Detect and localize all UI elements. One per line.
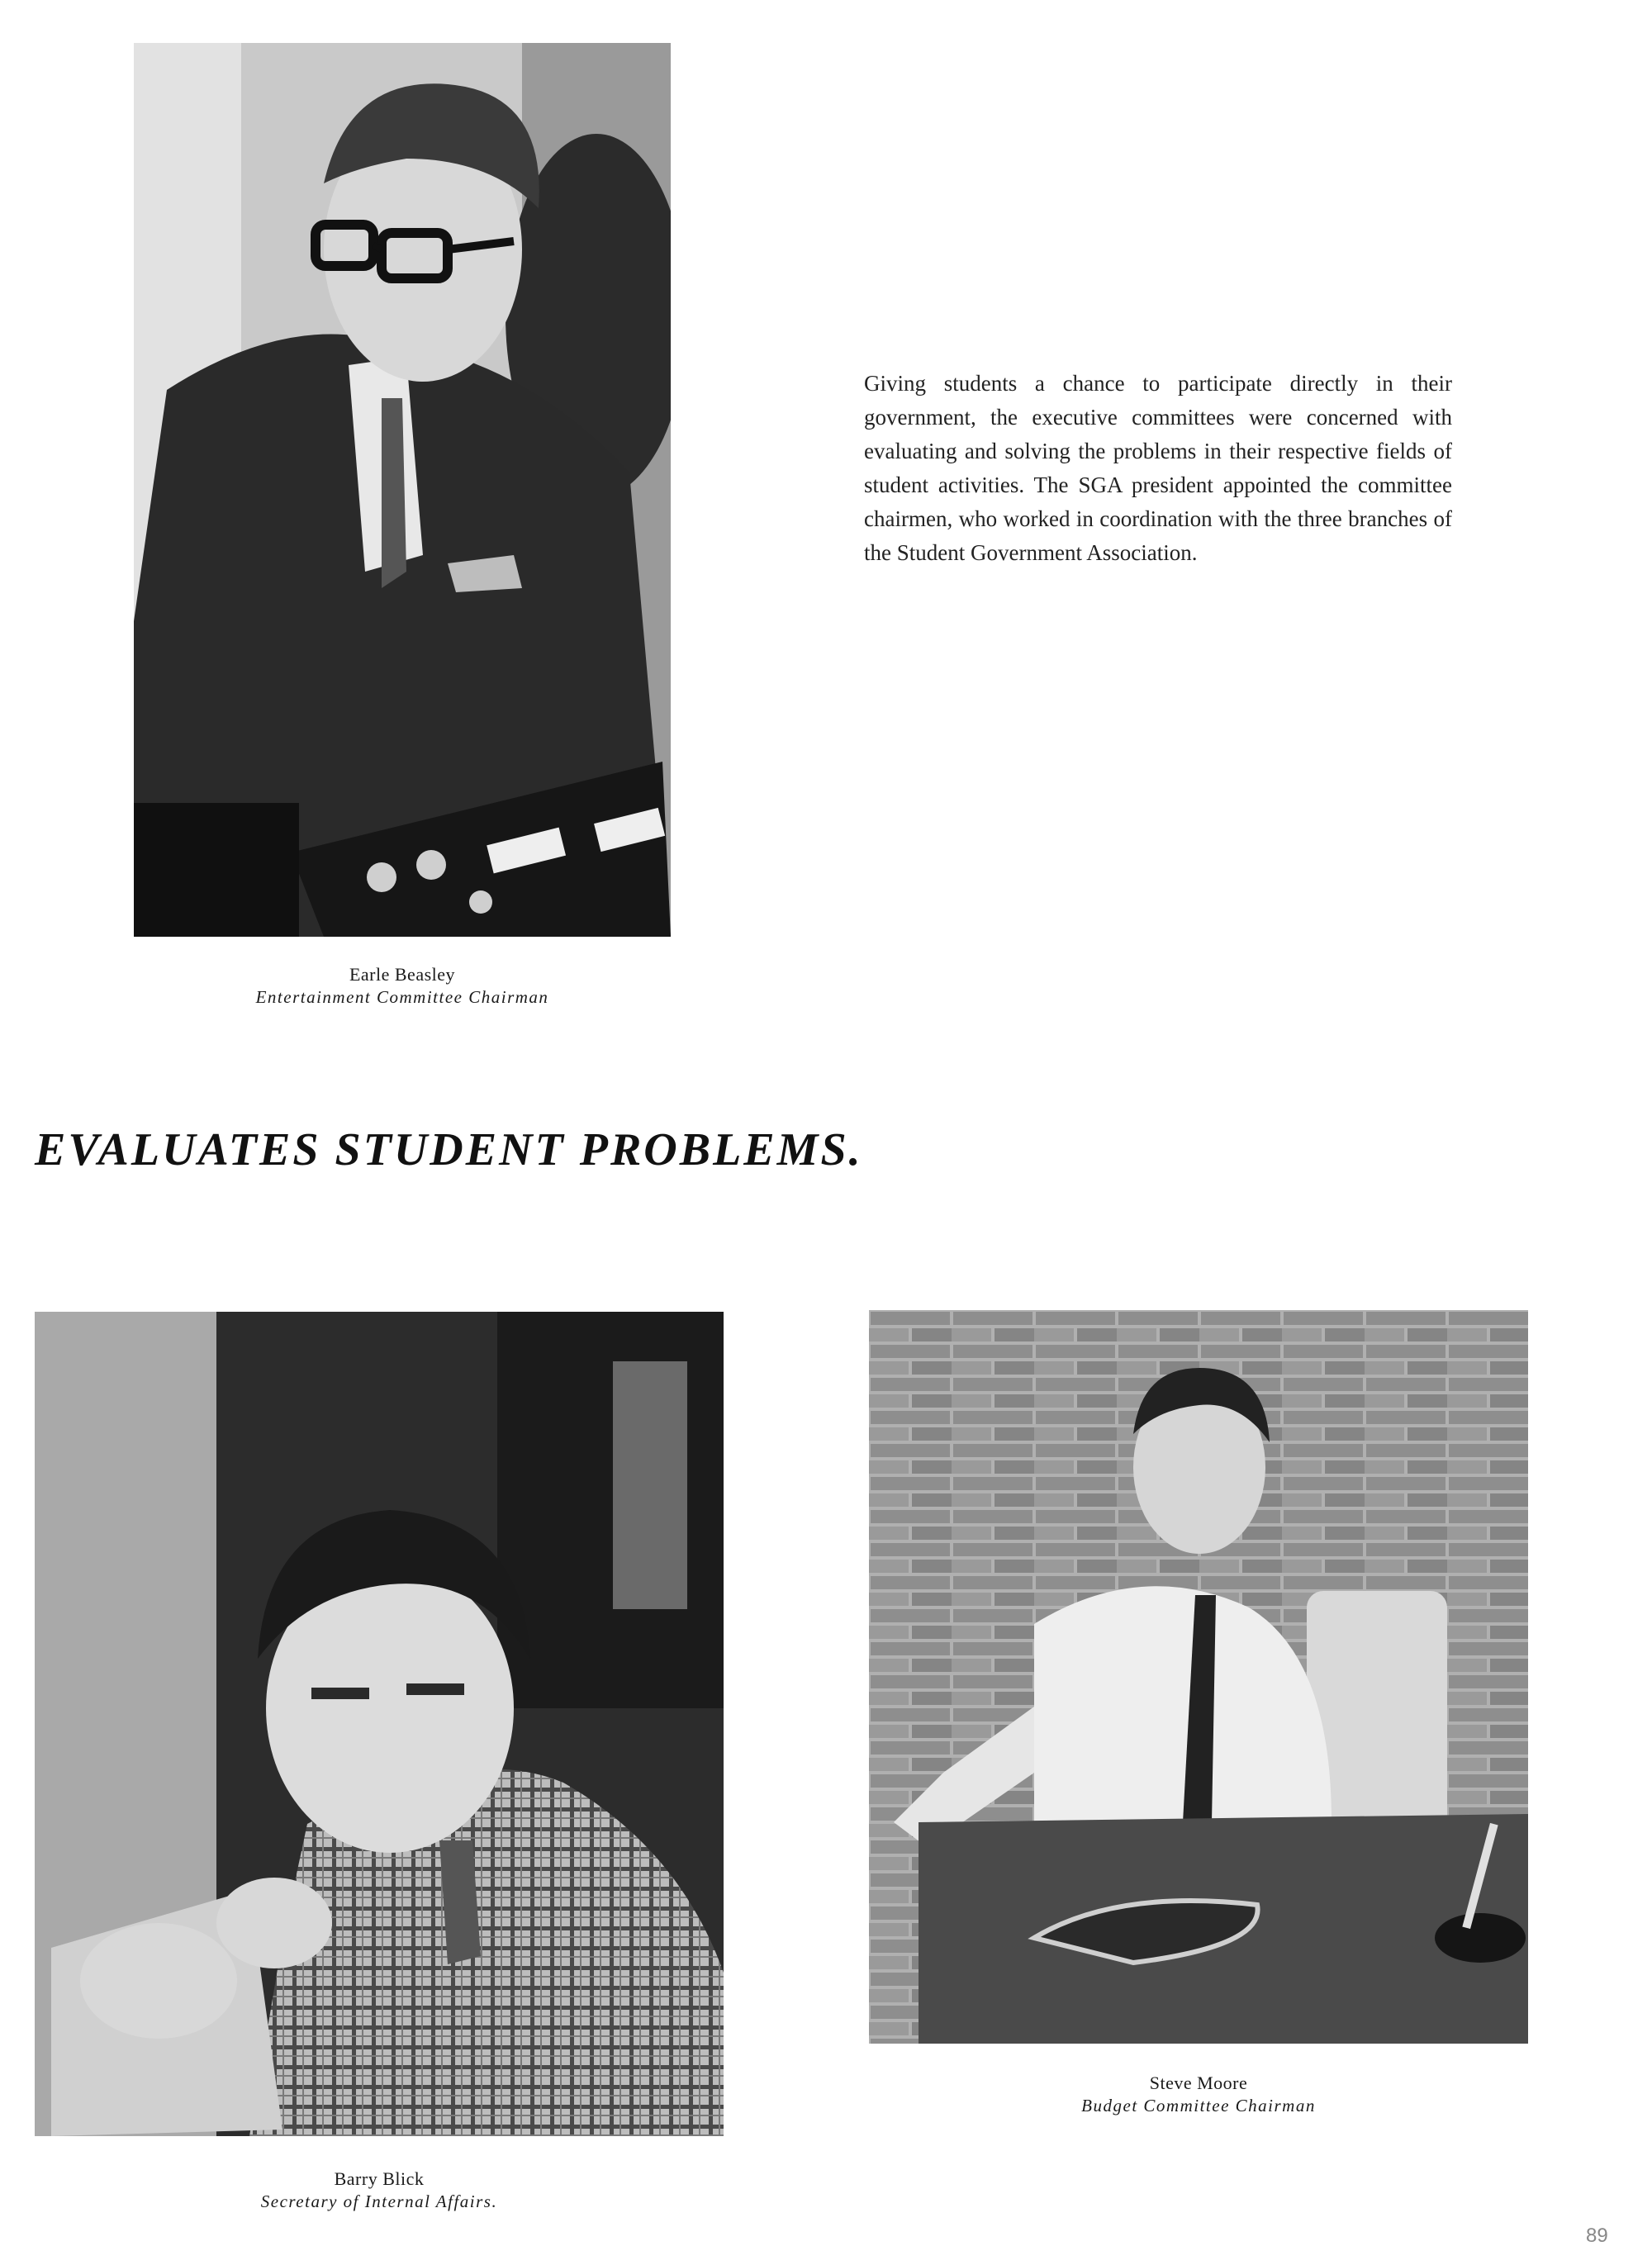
intro-paragraph: Giving students a chance to participate directly in their government, the executive committees were concerned with evaluating and solving the problems in their respective fields of student activities. The SGA president appointed the committee chairmen, who worked in coordination with the three branches of the Student Government Association.	[864, 371, 1452, 565]
caption-role: Budget Committee Chairman	[1081, 2095, 1316, 2115]
photo-steve-moore	[869, 1310, 1528, 2044]
photo-barry-blick-image	[35, 1312, 724, 2136]
photo-barry-blick	[35, 1312, 724, 2136]
page-headline: EVALUATES STUDENT PROBLEMS.	[35, 1124, 863, 1175]
photo-earle-beasley-image	[134, 43, 671, 937]
caption-name: Steve Moore	[1149, 2073, 1248, 2093]
page-number: 89	[1586, 2225, 1608, 2247]
caption-earle-beasley	[134, 963, 671, 1008]
photo-earle-beasley	[134, 43, 671, 937]
caption-barry-blick	[35, 2168, 724, 2212]
photo-steve-moore-image	[869, 1310, 1528, 2044]
caption-name: Barry Blick	[334, 2168, 425, 2189]
caption-role: Entertainment Committee Chairman	[255, 986, 549, 1007]
caption-name: Earle Beasley	[349, 964, 456, 985]
caption-steve-moore	[869, 2072, 1528, 2116]
caption-role: Secretary of Internal Affairs.	[260, 2191, 498, 2211]
